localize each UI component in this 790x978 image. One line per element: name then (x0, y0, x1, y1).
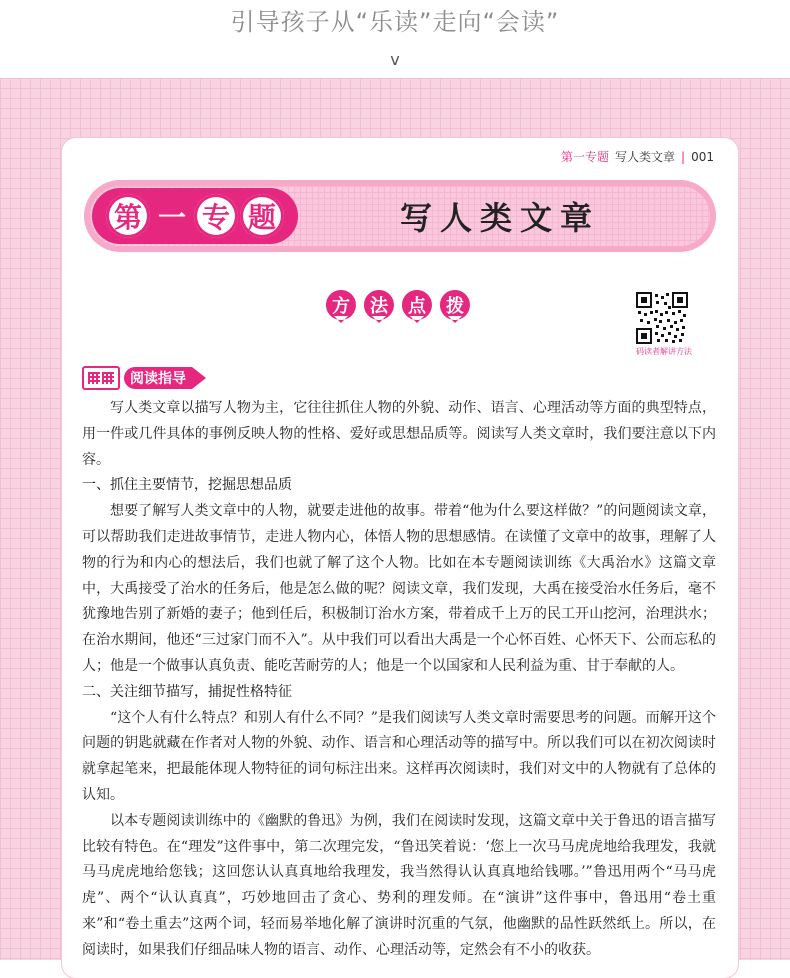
method-badge (324, 288, 358, 324)
page-number: 001 (691, 149, 714, 164)
book-page (62, 138, 738, 978)
banner-topic-char: 第 (106, 194, 150, 238)
qr-caption: 码读者解讲方法 (636, 347, 692, 356)
running-head-title: 写人类文章 (615, 150, 676, 164)
section-heading: 一、抓住主要情节，挖掘思想品质 (82, 477, 292, 494)
section-paragraph: 想要了解写人类文章中的人物，就要走进他的故事。带着“他为什么要这样做？”的问题阅读文章，可以帮助我们走进故事情节，走进人物内心，体悟人物的思想感情。在读懂了文章中的故事，理解了人物的行为和内心的想法后，我们也就了解了这个人物。比如在本专题阅读训练《大禹治水》这篇文章中，大禹接受了治水的任务后，他是怎么做的呢？阅读文章，我们发现，大禹在接受治水任务后，毫不犹豫地告别了新婚的妻子；他到任后，积极制订治水方案，带着成千上万的民工开山挖河，治理洪水；在治水期间，他还“三过家门而不入”。从中我们可以看出大禹是一个心怀百姓、心怀天下、公而忘私的人；他是一个做事认真负责、能吃苦耐劳的人；他是一个以国家和人民利益为重、甘于奉献的人。 (82, 503, 716, 674)
section-heading: 二、关注细节描写，捕捉性格特征 (82, 683, 292, 700)
section-paragraph: “这个人有什么特点？和别人有什么不同？”是我们阅读写人类文章时需要思考的问题。而解开这个问题的钥匙就藏在作者对人物的外貌、动作、语言和心理活动等的描写中。所以我们可以在初次阅读时就拿起笔来，把最能体现人物特征的词句标注出来。这样再次阅读时，我们对文中的人物就有了总体的认知。 (82, 709, 716, 803)
method-char: 法 (370, 296, 388, 317)
chapter-title: 写人类文章 (399, 199, 600, 237)
method-badge (362, 288, 396, 324)
method-heading (324, 288, 472, 324)
running-head (561, 148, 714, 165)
method-char: 点 (408, 296, 426, 317)
section-paragraph: 以本专题阅读训练中的《幽默的鲁迅》为例，我们在阅读时发现，这篇文章中关于鲁迅的语言描写比较有特色。在“理发”这件事中，第二次理完发，“鲁迅笑着说：‘您上一次马马虎虎地给我理发，我就马马虎虎地给您钱；这回您认认真真地给我理发，我当然得认认真真地给钱哪。’”鲁迅用两个“马马虎虎”、两个“认认真真”，巧妙地回击了贪心、势利的理发师。在“演讲”这件事中，鲁迅用“卷土重来”和“卷土重去”这两个词，轻而易举地化解了演讲时沉重的气氛，他幽默的品性跃然纸上。所以，在阅读时，如果我们仔细品味人物的语言、动作、心理活动等，定然会有不小的收获。 (82, 812, 716, 958)
banner-topic-char: 一 (152, 194, 192, 238)
article-body (82, 396, 716, 964)
method-char: 方 (332, 296, 350, 317)
running-head-separator: | (681, 149, 686, 164)
reading-guide-label: 阅读指导 (124, 367, 192, 389)
page-tagline: 引导孩子从“乐读”走向“会读” (230, 8, 560, 36)
intro-paragraph: 写人类文章以描写人物为主，它往往抓住人物的外貌、动作、语言、心理活动等方面的典型特点，用一件或几件具体的事例反映人物的性格、爱好或思想品质等。阅读写人类文章时，我们要注意以下内容。 (82, 400, 716, 468)
chevron-down-icon: v (390, 50, 400, 69)
method-badge (438, 288, 472, 324)
banner-topic-char: 题 (240, 194, 284, 238)
reading-guide-heading (82, 366, 206, 390)
banner-topic-label (92, 188, 298, 244)
top-band (0, 0, 790, 78)
chapter-banner (84, 180, 716, 252)
method-badge (400, 288, 434, 324)
book-icon (82, 366, 120, 390)
arrow-right-icon (192, 367, 206, 389)
method-char: 拨 (446, 296, 464, 317)
qr-code-icon[interactable] (636, 292, 688, 344)
banner-topic-char: 专 (194, 194, 238, 238)
running-head-topic: 第一专题 (561, 150, 610, 164)
